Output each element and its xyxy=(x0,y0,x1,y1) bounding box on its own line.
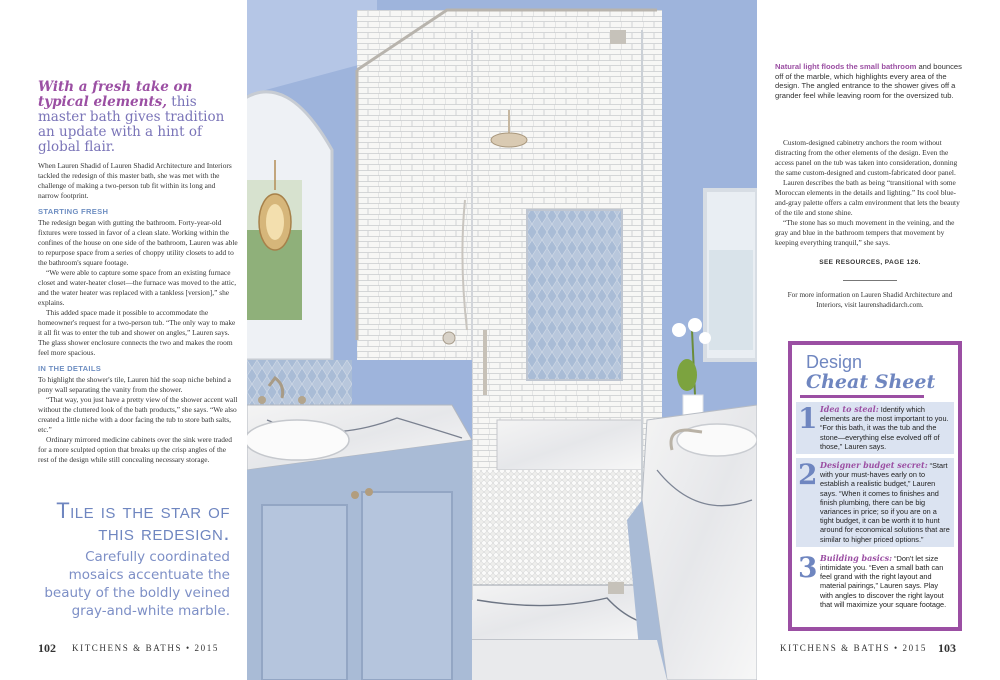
paragraph: The redesign began with gutting the bathroom. Forty-year-old fixtures were tossed in favor of a clean slate. Working within the confines of the house on one side of the bathroom, Lauren was able to repurpose space from a series of choppy utility closets to add to the bathroom's square footage. xyxy=(38,218,238,267)
divider xyxy=(843,280,897,281)
page-number-left: 102 xyxy=(38,641,56,655)
paragraph: To highlight the shower's tile, Lauren hid the soap niche behind a pony wall separating the vanity from the shower. xyxy=(38,375,231,394)
intro-rest: this master bath gives tradition an update with a hint of global flair. xyxy=(38,94,225,155)
left-article-column xyxy=(38,80,238,465)
pull-quote-title xyxy=(38,500,230,544)
subhead-starting-fresh: STARTING FRESH xyxy=(38,207,109,216)
pull-quote xyxy=(38,500,230,620)
paragraph: “We were able to capture some space from an existing furnace closet and water-heater closet—the furnace was moved to the attic, and the water heater was replaced with a tankless [version],” she explains. xyxy=(38,268,237,307)
tip-number: 2 xyxy=(798,458,818,492)
running-footer-left: KITCHENS & BATHS • 2015 xyxy=(72,643,219,653)
paragraph: When Lauren Shadid of Lauren Shadid Architecture and Interiors tackled the redesign of this master bath, she was met with the challenge of making a two-person tub fit within its long and narrow footprint. xyxy=(38,161,232,200)
design-cheat-sheet-box xyxy=(788,341,962,631)
tip-number: 1 xyxy=(798,402,818,435)
tip-item-3 xyxy=(796,551,954,612)
pull-quote-title-line1: Tile is the star of xyxy=(56,498,230,523)
bathroom-photo xyxy=(247,0,757,680)
tip-text: Identify which elements are the most important to you. “For this bath, it was the tub and the stone—everything else evolved off of those,” Lauren says. xyxy=(820,405,949,451)
tip-text: “Don't let size intimidate you. “Even a small bath can feel grand with the right layout and material pairings,” Lauren says. Play with angles to discover the right layout that will maximize your square footage. xyxy=(820,553,947,609)
intro-lead: With a fresh take on typical elements, xyxy=(38,79,193,110)
paragraph: This added space made it possible to accommodate the homeowner's request for a two-person tub. “The only way to make it all fit was to enter the tub and shower on angles,” Lauren says. The glass shower enclosure connects the two and makes the room feel more spacious. xyxy=(38,308,236,357)
more-info-note: For more information on Lauren Shadid Architecture and Interiors, visit laurenshadidarch.com. xyxy=(787,291,953,309)
article-body-right xyxy=(775,138,965,310)
cheat-sheet-rule xyxy=(800,395,924,398)
pull-quote-title-line2: this redesign. xyxy=(98,520,230,545)
cheat-sheet-title-main: Cheat Sheet xyxy=(806,371,936,393)
caption-rest: and bounces off of the marble, which highlights every area of the design. The angled entrance to the shower gives off a grander feel while leaving room for the oversized tub. xyxy=(775,62,962,100)
intro-deck xyxy=(38,80,238,155)
tip-item-2 xyxy=(796,458,954,547)
article-body-left xyxy=(38,161,238,465)
paragraph: “The stone has so much movement in the veining, and the gray and blue in the bathroom tempers that movement by keeping everything tranquil,” she says. xyxy=(775,218,955,247)
paragraph: Lauren describes the bath as being “transitional with some Moroccan elements in the details and lighting.” Its cool blue-and-gray palette offers a calm environment that lets the beauty of the tile and stone shine. xyxy=(775,178,960,217)
tip-number: 3 xyxy=(798,550,818,584)
photo-caption-block xyxy=(775,62,965,100)
paragraph: Ordinary mirrored medicine cabinets over the sink were traded for a more sculpted option that breaks up the crisp angles of the rest of the design while still concealing necessary storage. xyxy=(38,435,232,464)
page-number-right: 103 xyxy=(938,641,956,655)
subhead-in-the-details: IN THE DETAILS xyxy=(38,364,102,373)
pull-quote-body: Carefully coordinated mosaics accentuate the beauty of the boldly veined gray-and-white marble. xyxy=(44,549,230,619)
tip-lead: Idea to steal: xyxy=(820,404,879,414)
cheat-sheet-title-design: Design xyxy=(806,352,863,372)
caption-lead: Natural light floods the small bathroom xyxy=(775,62,917,71)
paragraph: Custom-designed cabinetry anchors the room without distracting from the other elements of the design. Even the access panel on the tub was taken into consideration, donning the same custom-designed and custom-fabricated door panel. xyxy=(775,138,958,177)
photo-caption xyxy=(775,62,965,100)
tip-lead: Designer budget secret: xyxy=(820,460,928,471)
cheat-sheet-heading xyxy=(792,345,958,393)
resources-note: SEE RESOURCES, PAGE 126. xyxy=(819,259,921,266)
tip-item-1 xyxy=(796,402,954,454)
tip-lead: Building basics: xyxy=(820,552,893,563)
tip-text: “Start with your must-haves early on to establish a realistic budget,” Lauren says. “When it comes to finishes and finish plumbing, there can be big variances in price; so if you are on a tight budget, it can be worth it to hunt around for economical solutions that are similar to higher priced options.” xyxy=(820,461,950,544)
paragraph: “That way, you just have a pretty view of the shower accent wall without the cluttered look of the bath products,” she says. “We also created a little niche with a door facing the tub to store bath salts, etc.” xyxy=(38,395,238,434)
running-footer-right: KITCHENS & BATHS • 2015 xyxy=(780,643,927,653)
